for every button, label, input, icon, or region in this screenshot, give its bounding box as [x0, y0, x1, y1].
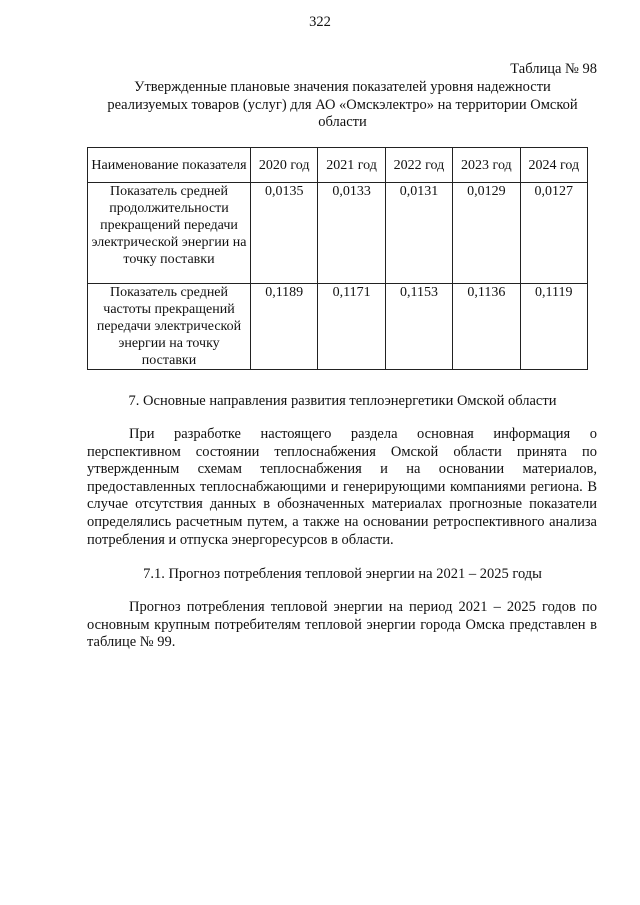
indicator-name-cell: Показатель средней частоты прекращений передачи электрической энергии на точку поставки — [88, 284, 251, 370]
value-cell: 0,1119 — [520, 284, 587, 370]
value-cell: 0,1136 — [453, 284, 520, 370]
column-header-2020: 2020 год — [251, 148, 318, 183]
column-header-2023: 2023 год — [453, 148, 520, 183]
indicator-name-cell: Показатель средней продолжительности прекращений передачи электрической энергии на точку поставки — [88, 183, 251, 284]
column-header-indicator-name: Наименование показателя — [88, 148, 251, 183]
column-header-2022: 2022 год — [385, 148, 452, 183]
value-cell: 0,1153 — [385, 284, 452, 370]
column-header-2021: 2021 год — [318, 148, 385, 183]
value-cell: 0,1189 — [251, 284, 318, 370]
subsection-paragraph: Прогноз потребления тепловой энергии на период 2021 – 2025 годов по основным крупным потребителям тепловой энергии города Омска представлен в таблице № 99. — [87, 599, 597, 651]
value-cell: 0,0133 — [318, 183, 385, 284]
reliability-indicators-table — [87, 147, 588, 370]
table-header-row — [88, 148, 588, 183]
table-row — [88, 284, 588, 370]
table-label: Таблица № 98 — [510, 61, 597, 77]
value-cell: 0,0135 — [251, 183, 318, 284]
column-header-2024: 2024 год — [520, 148, 587, 183]
table-body — [88, 183, 588, 370]
value-cell: 0,0131 — [385, 183, 452, 284]
value-cell: 0,0127 — [520, 183, 587, 284]
table-header — [88, 148, 588, 183]
value-cell: 0,1171 — [318, 284, 385, 370]
section-paragraph: При разработке настоящего раздела основная информация о перспективном состоянии теплоснабжения Омской области принята по утвержденным схемам теплоснабжения и на основании материалов, предоставленных теплоснабжающими и генерирующими компаниями региона. В случае отсутствия данных в обозначенных материалах прогнозные показатели определялись расчетным путем, а также на основании ретроспективного анализа потребления и отпуска энергоресурсов в области. — [87, 426, 597, 548]
section-heading: 7. Основные направления развития теплоэнергетики Омской области — [128, 393, 557, 409]
table-title: Утвержденные плановые значения показателей уровня надежности реализуемых товаров (услуг) для АО «Омскэлектро» на территории Омской области — [107, 79, 578, 130]
subsection-heading: 7.1. Прогноз потребления тепловой энергии на 2021 – 2025 годы — [143, 566, 542, 582]
table-row — [88, 183, 588, 284]
page-number: 322 — [309, 14, 331, 30]
value-cell: 0,0129 — [453, 183, 520, 284]
